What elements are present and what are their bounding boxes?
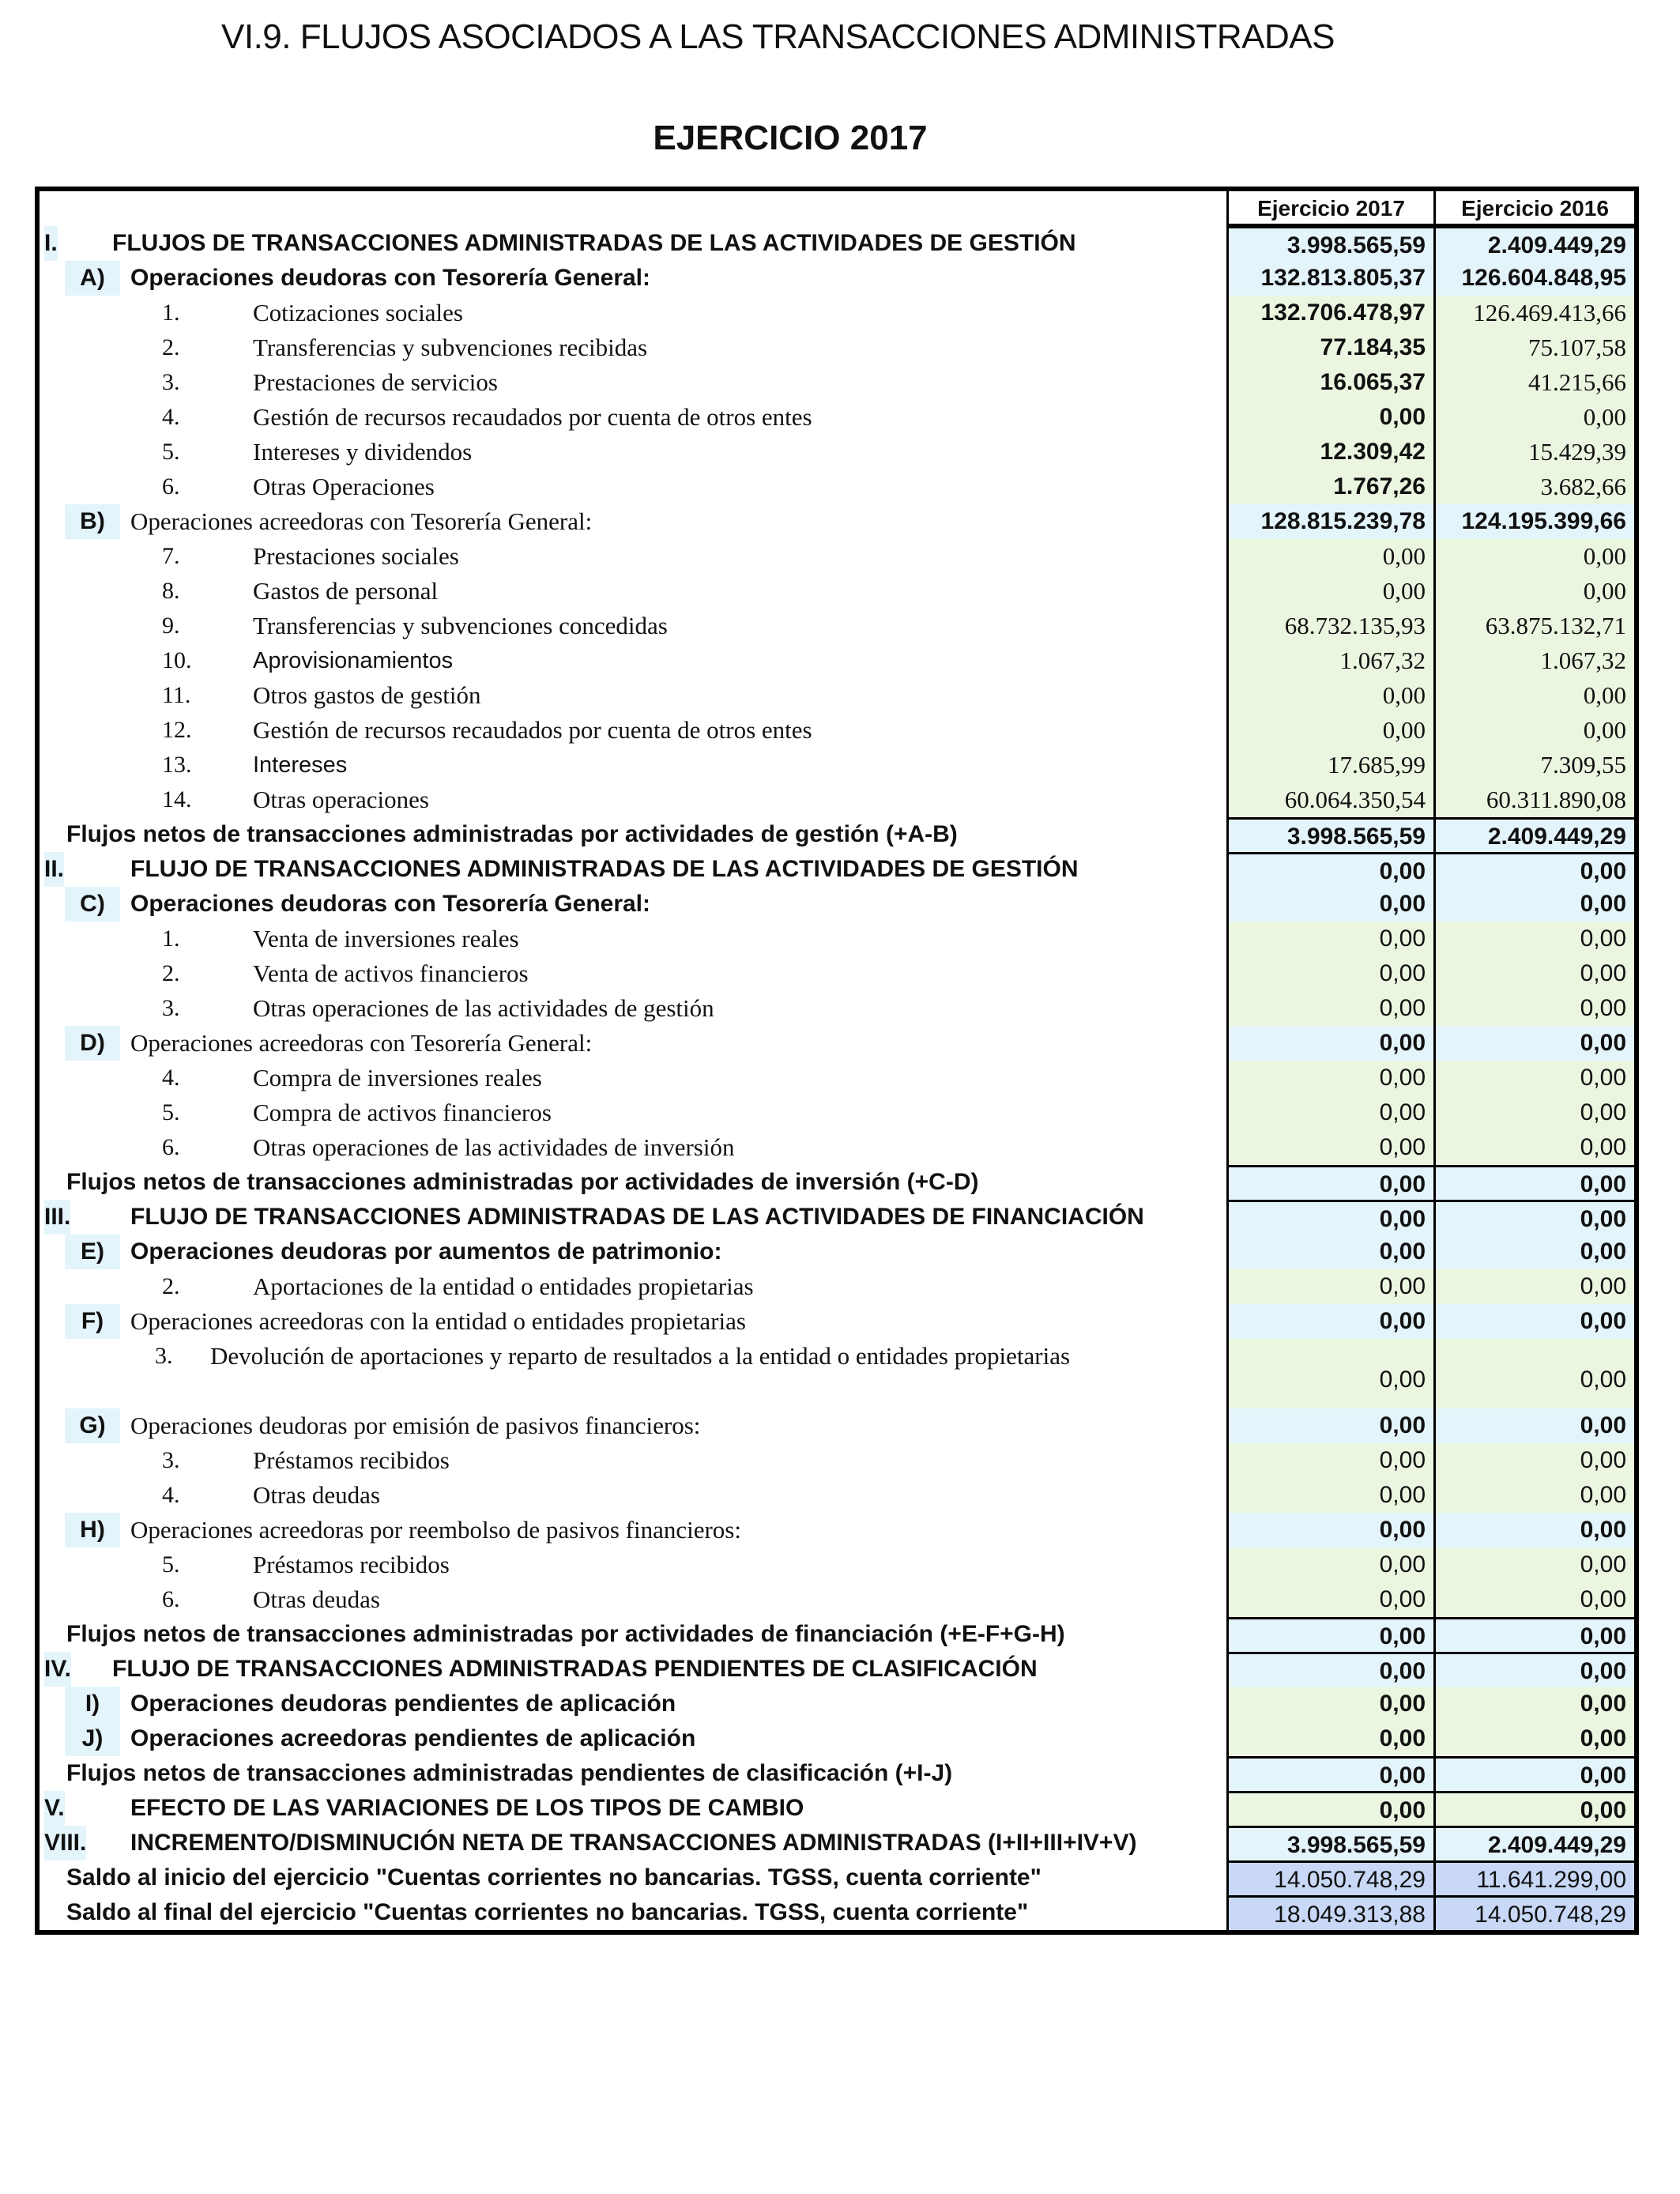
value-2016: 0,00 [1433, 1130, 1634, 1165]
row-label: Gestión de recursos recaudados por cuenta de otros entes [253, 716, 812, 744]
value-2016: 0,00 [1433, 956, 1634, 991]
row-number: 5. [162, 1551, 180, 1578]
table-row [40, 1756, 1634, 1791]
value-2017: 0,00 [1226, 1200, 1433, 1235]
value-2017: 3.998.565,59 [1226, 1826, 1433, 1860]
value-2016: 0,00 [1433, 1269, 1634, 1304]
value-2016: 0,00 [1433, 852, 1634, 887]
table-row [40, 226, 1634, 261]
row-label: Venta de activos financieros [253, 959, 529, 987]
value-2017: 0,00 [1226, 678, 1433, 713]
value-2016: 0,00 [1433, 1513, 1634, 1547]
row-label: FLUJO DE TRANSACCIONES ADMINISTRADAS DE LAS ACTIVIDADES DE GESTIÓN [130, 856, 1079, 882]
value-2016: 0,00 [1433, 1478, 1634, 1513]
value-2017: 0,00 [1226, 922, 1433, 956]
row-label: Otras operaciones [253, 786, 429, 813]
table-row [40, 1652, 1634, 1687]
row-label: FLUJO DE TRANSACCIONES ADMINISTRADAS PENDIENTES DE CLASIFICACIÓN [112, 1656, 1038, 1682]
table-row [40, 469, 1634, 504]
value-2016: 126.469.413,66 [1433, 296, 1634, 330]
row-number: II. [44, 852, 64, 887]
row-number: 12. [162, 717, 192, 743]
value-2016: 0,00 [1433, 1756, 1634, 1791]
value-2016: 0,00 [1433, 713, 1634, 748]
row-number: E) [65, 1235, 120, 1269]
value-2017: 1.067,32 [1226, 643, 1433, 678]
row-label: Otras deudas [253, 1585, 380, 1613]
value-2017: 3.998.565,59 [1226, 817, 1433, 852]
column-header-2016: Ejercicio 2016 [1433, 191, 1634, 226]
value-2016: 63.875.132,71 [1433, 609, 1634, 643]
value-2016: 2.409.449,29 [1433, 817, 1634, 852]
row-number: 2. [162, 960, 180, 986]
table-row [40, 678, 1634, 713]
table-row [40, 1165, 1634, 1200]
value-2017: 14.050.748,29 [1226, 1860, 1433, 1895]
row-label: Operaciones acreedoras con Tesorería General: [130, 1029, 593, 1057]
table-header-row [40, 191, 1634, 226]
row-number: IV. [44, 1652, 71, 1687]
table-row [40, 1026, 1634, 1061]
row-label: Prestaciones sociales [253, 542, 459, 570]
value-2016: 0,00 [1433, 1235, 1634, 1269]
value-2016: 0,00 [1433, 991, 1634, 1026]
table-row [40, 296, 1634, 330]
value-2016: 0,00 [1433, 922, 1634, 956]
value-2016: 7.309,55 [1433, 748, 1634, 782]
row-label: Intereses [253, 752, 348, 778]
table-row [40, 1269, 1634, 1304]
value-2017: 0,00 [1226, 1130, 1433, 1165]
row-label: Devolución de aportaciones y reparto de resultados a la entidad o entidades propietarias [210, 1342, 1071, 1370]
value-2017: 18.049.313,88 [1226, 1895, 1433, 1930]
value-2016: 0,00 [1433, 1721, 1634, 1756]
table-row [40, 956, 1634, 991]
value-2016: 0,00 [1433, 1408, 1634, 1443]
page-subtitle: EJERCICIO 2017 [653, 119, 928, 157]
row-number: VIII. [44, 1826, 86, 1860]
row-label: INCREMENTO/DISMINUCIÓN NETA DE TRANSACCIONES ADMINISTRADAS (I+II+III+IV+V) [130, 1830, 1137, 1856]
row-number: V. [44, 1791, 65, 1826]
row-label: Compra de inversiones reales [253, 1064, 542, 1091]
row-label: Gestión de recursos recaudados por cuenta de otros entes [253, 403, 812, 431]
row-label: Otros gastos de gestión [253, 681, 481, 709]
table-row [40, 1826, 1634, 1860]
row-label: Flujos netos de transacciones administradas pendientes de clasificación (+I-J) [66, 1760, 953, 1786]
row-label: FLUJOS DE TRANSACCIONES ADMINISTRADAS DE LAS ACTIVIDADES DE GESTIÓN [112, 230, 1076, 256]
table-row [40, 1443, 1634, 1478]
row-number: 4. [162, 1065, 180, 1091]
row-number: 4. [162, 404, 180, 430]
value-2017: 0,00 [1226, 956, 1433, 991]
row-number: III. [44, 1200, 70, 1235]
table-row [40, 782, 1634, 817]
value-2017: 0,00 [1226, 1721, 1433, 1756]
row-number: I. [44, 226, 58, 261]
row-number: 7. [162, 543, 180, 569]
value-2017: 128.815.239,78 [1226, 504, 1433, 539]
value-2017: 132.813.805,37 [1226, 261, 1433, 296]
table-row [40, 887, 1634, 922]
value-2017: 0,00 [1226, 1791, 1433, 1826]
table-row [40, 713, 1634, 748]
value-2017: 0,00 [1226, 539, 1433, 574]
row-label: Operaciones deudoras por aumentos de patrimonio: [130, 1238, 722, 1265]
value-2017: 0,00 [1226, 1026, 1433, 1061]
row-label: Otras Operaciones [253, 473, 435, 500]
row-label: Saldo al final del ejercicio "Cuentas corrientes no bancarias. TGSS, cuenta corriente" [66, 1899, 1029, 1925]
table-row [40, 922, 1634, 956]
value-2017: 0,00 [1226, 1513, 1433, 1547]
value-2016: 0,00 [1433, 1582, 1634, 1617]
row-number: 3. [155, 1343, 173, 1369]
value-2017: 0,00 [1226, 574, 1433, 609]
row-number: 3. [162, 369, 180, 395]
value-2016: 0,00 [1433, 1200, 1634, 1235]
value-2017: 0,00 [1226, 1235, 1433, 1269]
value-2017: 0,00 [1226, 1617, 1433, 1652]
page-title: VI.9. FLUJOS ASOCIADOS A LAS TRANSACCIONES ADMINISTRADAS [221, 17, 1335, 56]
row-label: Otras operaciones de las actividades de gestión [253, 994, 714, 1022]
value-2017: 0,00 [1226, 1547, 1433, 1582]
value-2016: 0,00 [1433, 887, 1634, 922]
row-number: D) [65, 1026, 120, 1061]
row-label: Operaciones deudoras pendientes de aplicación [130, 1691, 676, 1717]
value-2017: 12.309,42 [1226, 435, 1433, 469]
value-2017: 0,00 [1226, 1304, 1433, 1339]
row-label: FLUJO DE TRANSACCIONES ADMINISTRADAS DE LAS ACTIVIDADES DE FINANCIACIÓN [130, 1204, 1144, 1230]
row-number: 6. [162, 1134, 180, 1160]
value-2017: 132.706.478,97 [1226, 296, 1433, 330]
row-label: Aprovisionamientos [253, 648, 454, 673]
row-number: 1. [162, 925, 180, 952]
row-number: A) [65, 261, 120, 296]
row-number: 4. [162, 1482, 180, 1508]
value-2016: 3.682,66 [1433, 469, 1634, 504]
value-2016: 0,00 [1433, 1687, 1634, 1721]
row-number: 6. [162, 473, 180, 499]
row-number: 8. [162, 578, 180, 604]
table-row [40, 1408, 1634, 1443]
value-2017: 0,00 [1226, 1339, 1433, 1408]
row-number: 2. [162, 334, 180, 360]
row-number: 9. [162, 613, 180, 639]
row-label: Aportaciones de la entidad o entidades propietarias [253, 1272, 754, 1300]
row-label: Operaciones deudoras con Tesorería General: [130, 891, 651, 917]
value-2017: 60.064.350,54 [1226, 782, 1433, 817]
row-label: Operaciones acreedoras pendientes de aplicación [130, 1725, 696, 1751]
value-2017: 0,00 [1226, 713, 1433, 748]
value-2017: 0,00 [1226, 1061, 1433, 1095]
row-number: C) [65, 887, 120, 922]
value-2017: 3.998.565,59 [1226, 226, 1433, 261]
table-row [40, 1895, 1634, 1930]
table-row [40, 748, 1634, 782]
table-row [40, 1791, 1634, 1826]
table-row [40, 1235, 1634, 1269]
value-2017: 0,00 [1226, 1582, 1433, 1617]
table-row [40, 504, 1634, 539]
row-label: Saldo al inicio del ejercicio "Cuentas corrientes no bancarias. TGSS, cuenta corriente" [66, 1864, 1042, 1891]
table-row [40, 817, 1634, 852]
row-number: I) [65, 1687, 120, 1721]
value-2016: 75.107,58 [1433, 330, 1634, 365]
value-2017: 0,00 [1226, 1652, 1433, 1687]
row-label: Venta de inversiones reales [253, 925, 519, 952]
value-2017: 0,00 [1226, 887, 1433, 922]
row-number: 5. [162, 439, 180, 465]
row-label: Flujos netos de transacciones administradas por actividades de financiación (+E-F+G-H) [66, 1621, 1065, 1647]
value-2017: 0,00 [1226, 1443, 1433, 1478]
value-2016: 0,00 [1433, 1791, 1634, 1826]
value-2017: 0,00 [1226, 1478, 1433, 1513]
value-2016: 0,00 [1433, 1165, 1634, 1200]
value-2016: 15.429,39 [1433, 435, 1634, 469]
value-2016: 0,00 [1433, 1547, 1634, 1582]
row-label: Otras operaciones de las actividades de inversión [253, 1133, 735, 1161]
row-label: Flujos netos de transacciones administradas por actividades de inversión (+C-D) [66, 1169, 979, 1195]
table-row [40, 643, 1634, 678]
table-row [40, 330, 1634, 365]
row-label: Gastos de personal [253, 577, 439, 605]
row-number: 3. [162, 1447, 180, 1473]
table-row [40, 1513, 1634, 1547]
table-row [40, 1687, 1634, 1721]
value-2016: 0,00 [1433, 574, 1634, 609]
row-number: 2. [162, 1273, 180, 1299]
value-2017: 0,00 [1226, 1756, 1433, 1791]
row-number: H) [65, 1513, 120, 1547]
value-2016: 0,00 [1433, 1026, 1634, 1061]
table-row [40, 539, 1634, 574]
row-label: Préstamos recibidos [253, 1446, 450, 1474]
value-2016: 126.604.848,95 [1433, 261, 1634, 296]
table-row [40, 1304, 1634, 1339]
value-2017: 17.685,99 [1226, 748, 1433, 782]
value-2017: 0,00 [1226, 1408, 1433, 1443]
row-label: Prestaciones de servicios [253, 368, 498, 396]
row-label: Transferencias y subvenciones recibidas [253, 334, 648, 361]
table-row [40, 400, 1634, 435]
table-row [40, 852, 1634, 887]
row-label: Operaciones deudoras con Tesorería General: [130, 265, 651, 291]
value-2017: 1.767,26 [1226, 469, 1433, 504]
row-label: Operaciones deudoras por emisión de pasivos financieros: [130, 1412, 701, 1439]
row-label: Operaciones acreedoras con la entidad o entidades propietarias [130, 1307, 746, 1335]
row-number: 13. [162, 752, 192, 778]
row-number: 1. [162, 300, 180, 326]
value-2017: 0,00 [1226, 1165, 1433, 1200]
row-number: 10. [162, 647, 192, 673]
table-row [40, 1582, 1634, 1617]
value-2016: 0,00 [1433, 1443, 1634, 1478]
value-2016: 1.067,32 [1433, 643, 1634, 678]
value-2016: 0,00 [1433, 1617, 1634, 1652]
value-2016: 0,00 [1433, 1095, 1634, 1130]
row-label: EFECTO DE LAS VARIACIONES DE LOS TIPOS DE CAMBIO [130, 1795, 804, 1821]
row-label: Préstamos recibidos [253, 1551, 450, 1578]
row-number: 11. [162, 682, 191, 708]
row-number: 5. [162, 1099, 180, 1125]
row-label: Intereses y dividendos [253, 438, 473, 466]
table-row [40, 609, 1634, 643]
row-number: 14. [162, 786, 192, 812]
row-number: G) [65, 1408, 120, 1443]
table-row [40, 1130, 1634, 1165]
value-2016: 14.050.748,29 [1433, 1895, 1634, 1930]
table-row [40, 1547, 1634, 1582]
table-row [40, 991, 1634, 1026]
table-row [40, 261, 1634, 296]
value-2017: 0,00 [1226, 400, 1433, 435]
table-row [40, 435, 1634, 469]
row-number: F) [65, 1304, 120, 1339]
value-2016: 0,00 [1433, 1339, 1634, 1408]
value-2017: 0,00 [1226, 1095, 1433, 1130]
value-2017: 16.065,37 [1226, 365, 1433, 400]
table-row [40, 1200, 1634, 1235]
value-2016: 0,00 [1433, 539, 1634, 574]
value-2016: 0,00 [1433, 1304, 1634, 1339]
table-row [40, 1860, 1634, 1895]
table-row [40, 1095, 1634, 1130]
row-label: Otras deudas [253, 1481, 380, 1509]
table-row [40, 1061, 1634, 1095]
value-2016: 11.641.299,00 [1433, 1860, 1634, 1895]
row-label: Transferencias y subvenciones concedidas [253, 612, 668, 639]
value-2017: 68.732.135,93 [1226, 609, 1433, 643]
row-number: J) [65, 1721, 120, 1756]
value-2017: 77.184,35 [1226, 330, 1433, 365]
row-number: 3. [162, 995, 180, 1021]
value-2016: 0,00 [1433, 1061, 1634, 1095]
table-row [40, 1721, 1634, 1756]
value-2016: 60.311.890,08 [1433, 782, 1634, 817]
value-2016: 0,00 [1433, 400, 1634, 435]
row-label: Cotizaciones sociales [253, 299, 463, 326]
value-2017: 0,00 [1226, 852, 1433, 887]
row-number: 6. [162, 1586, 180, 1612]
table-body [40, 226, 1634, 1930]
row-label: Flujos netos de transacciones administradas por actividades de gestión (+A-B) [66, 821, 958, 847]
value-2016: 2.409.449,29 [1433, 1826, 1634, 1860]
row-label: Compra de activos financieros [253, 1099, 552, 1126]
table-row [40, 1617, 1634, 1652]
value-2017: 0,00 [1226, 1687, 1433, 1721]
table-row [40, 574, 1634, 609]
value-2016: 0,00 [1433, 678, 1634, 713]
transactions-table [35, 187, 1639, 1935]
row-label: Operaciones acreedoras por reembolso de pasivos financieros: [130, 1516, 741, 1544]
value-2017: 0,00 [1226, 1269, 1433, 1304]
value-2017: 0,00 [1226, 991, 1433, 1026]
value-2016: 41.215,66 [1433, 365, 1634, 400]
table-row [40, 365, 1634, 400]
value-2016: 124.195.399,66 [1433, 504, 1634, 539]
column-header-2017: Ejercicio 2017 [1226, 191, 1433, 226]
table-row [40, 1339, 1634, 1408]
table-row [40, 1478, 1634, 1513]
row-label: Operaciones acreedoras con Tesorería General: [130, 507, 593, 535]
row-number: B) [65, 504, 120, 539]
value-2016: 2.409.449,29 [1433, 226, 1634, 261]
value-2016: 0,00 [1433, 1652, 1634, 1687]
